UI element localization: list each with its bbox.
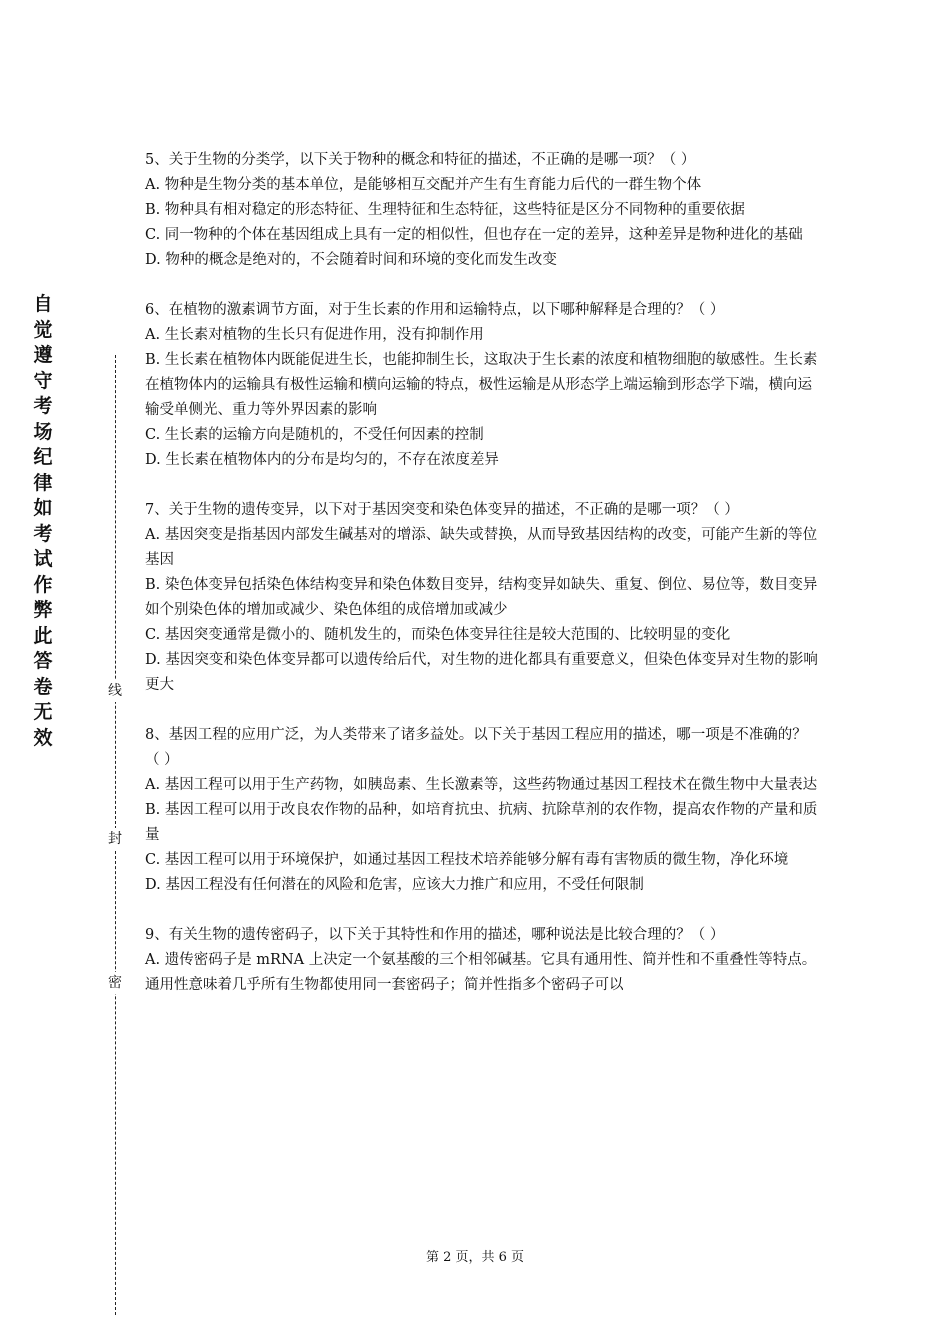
option-c: C. 基因突变通常是微小的、随机发生的，而染色体变异往往是较大范围的、比较明显的变化: [145, 627, 731, 643]
question-stem: 8、基因工程的应用广泛，为人类带来了诸多益处。以下关于基因工程应用的描述，哪一项是不准确的？（ ）: [145, 727, 807, 768]
binding-mark-line: 线: [104, 680, 126, 702]
option-b: B. 生长素在植物体内既能促进生长，也能抑制生长，这取决于生长素的浓度和植物细胞的敏感性。生长素在植物体内的运输具有极性运输和横向运输的特点，极性运输是从形态学上端运输到形态学下端，横向运输受单侧光、重力等外界因素的影响: [145, 352, 818, 418]
option-a: A. 基因突变是指基因内部发生碱基对的增添、缺失或替换，从而导致基因结构的改变，可能产生新的等位基因: [145, 527, 818, 568]
question-7: [145, 498, 820, 698]
question-stem: 5、关于生物的分类学，以下关于物种的概念和特征的描述，不正确的是哪一项？（ ）: [145, 152, 696, 168]
page-number: 第 2 页，共 6 页: [425, 1250, 525, 1265]
option-b: B. 染色体变异包括染色体结构变异和染色体数目变异，结构变异如缺失、重复、倒位、易位等，数目变异如个别染色体的增加或减少、染色体组的成倍增加或减少: [145, 577, 818, 618]
question-6: [145, 298, 820, 473]
binding-mark-secret: 密: [104, 972, 126, 994]
option-a: A. 生长素对植物的生长只有促进作用，没有抑制作用: [145, 327, 484, 343]
question-stem: 7、关于生物的遗传变异，以下对于基因突变和染色体变异的描述，不正确的是哪一项？（ ）: [145, 502, 739, 518]
exam-discipline-notice: 自觉遵守考场纪律如考试作弊此答卷无效: [33, 293, 53, 749]
question-list: [145, 148, 820, 1023]
question-8: [145, 723, 820, 898]
option-c: C. 基因工程可以用于环境保护，如通过基因工程技术培养能够分解有毒有害物质的微生物，净化环境: [145, 852, 789, 868]
option-b: B. 基因工程可以用于改良农作物的品种，如培育抗虫、抗病、抗除草剂的农作物，提高农作物的产量和质量: [145, 802, 818, 843]
option-a: A. 物种是生物分类的基本单位，是能够相互交配并产生有生育能力后代的一群生物个体: [145, 177, 702, 193]
option-d: D. 物种的概念是绝对的，不会随着时间和环境的变化而发生改变: [145, 252, 557, 268]
option-d: D. 基因突变和染色体变异都可以遗传给后代，对生物的进化都具有重要意义，但染色体变异对生物的影响更大: [145, 652, 818, 693]
option-a: A. 基因工程可以用于生产药物，如胰岛素、生长激素等，这些药物通过基因工程技术在微生物中大量表达: [145, 777, 818, 793]
option-b: B. 物种具有相对稳定的形态特征、生理特征和生态特征，这些特征是区分不同物种的重要依据: [145, 202, 745, 218]
question-9: [145, 923, 820, 998]
question-5: [145, 148, 820, 273]
option-d: D. 基因工程没有任何潜在的风险和危害，应该大力推广和应用，不受任何限制: [145, 877, 644, 893]
question-stem: 6、在植物的激素调节方面，对于生长素的作用和运输特点，以下哪种解释是合理的？（ ）: [145, 302, 725, 318]
option-a: A. 遗传密码子是 mRNA 上决定一个氨基酸的三个相邻碱基。它具有通用性、简并性和不重叠性等特点。通用性意味着几乎所有生物都使用同一套密码子；简并性指多个密码子可以: [145, 952, 817, 993]
binding-mark-seal: 封: [104, 828, 126, 850]
option-d: D. 生长素在植物体内的分布是均匀的，不存在浓度差异: [145, 452, 499, 468]
option-c: C. 生长素的运输方向是随机的，不受任何因素的控制: [145, 427, 484, 443]
option-c: C. 同一物种的个体在基因组成上具有一定的相似性，但也存在一定的差异，这种差异是物种进化的基础: [145, 227, 803, 243]
question-stem: 9、有关生物的遗传密码子，以下关于其特性和作用的描述，哪种说法是比较合理的？（ ）: [145, 927, 725, 943]
